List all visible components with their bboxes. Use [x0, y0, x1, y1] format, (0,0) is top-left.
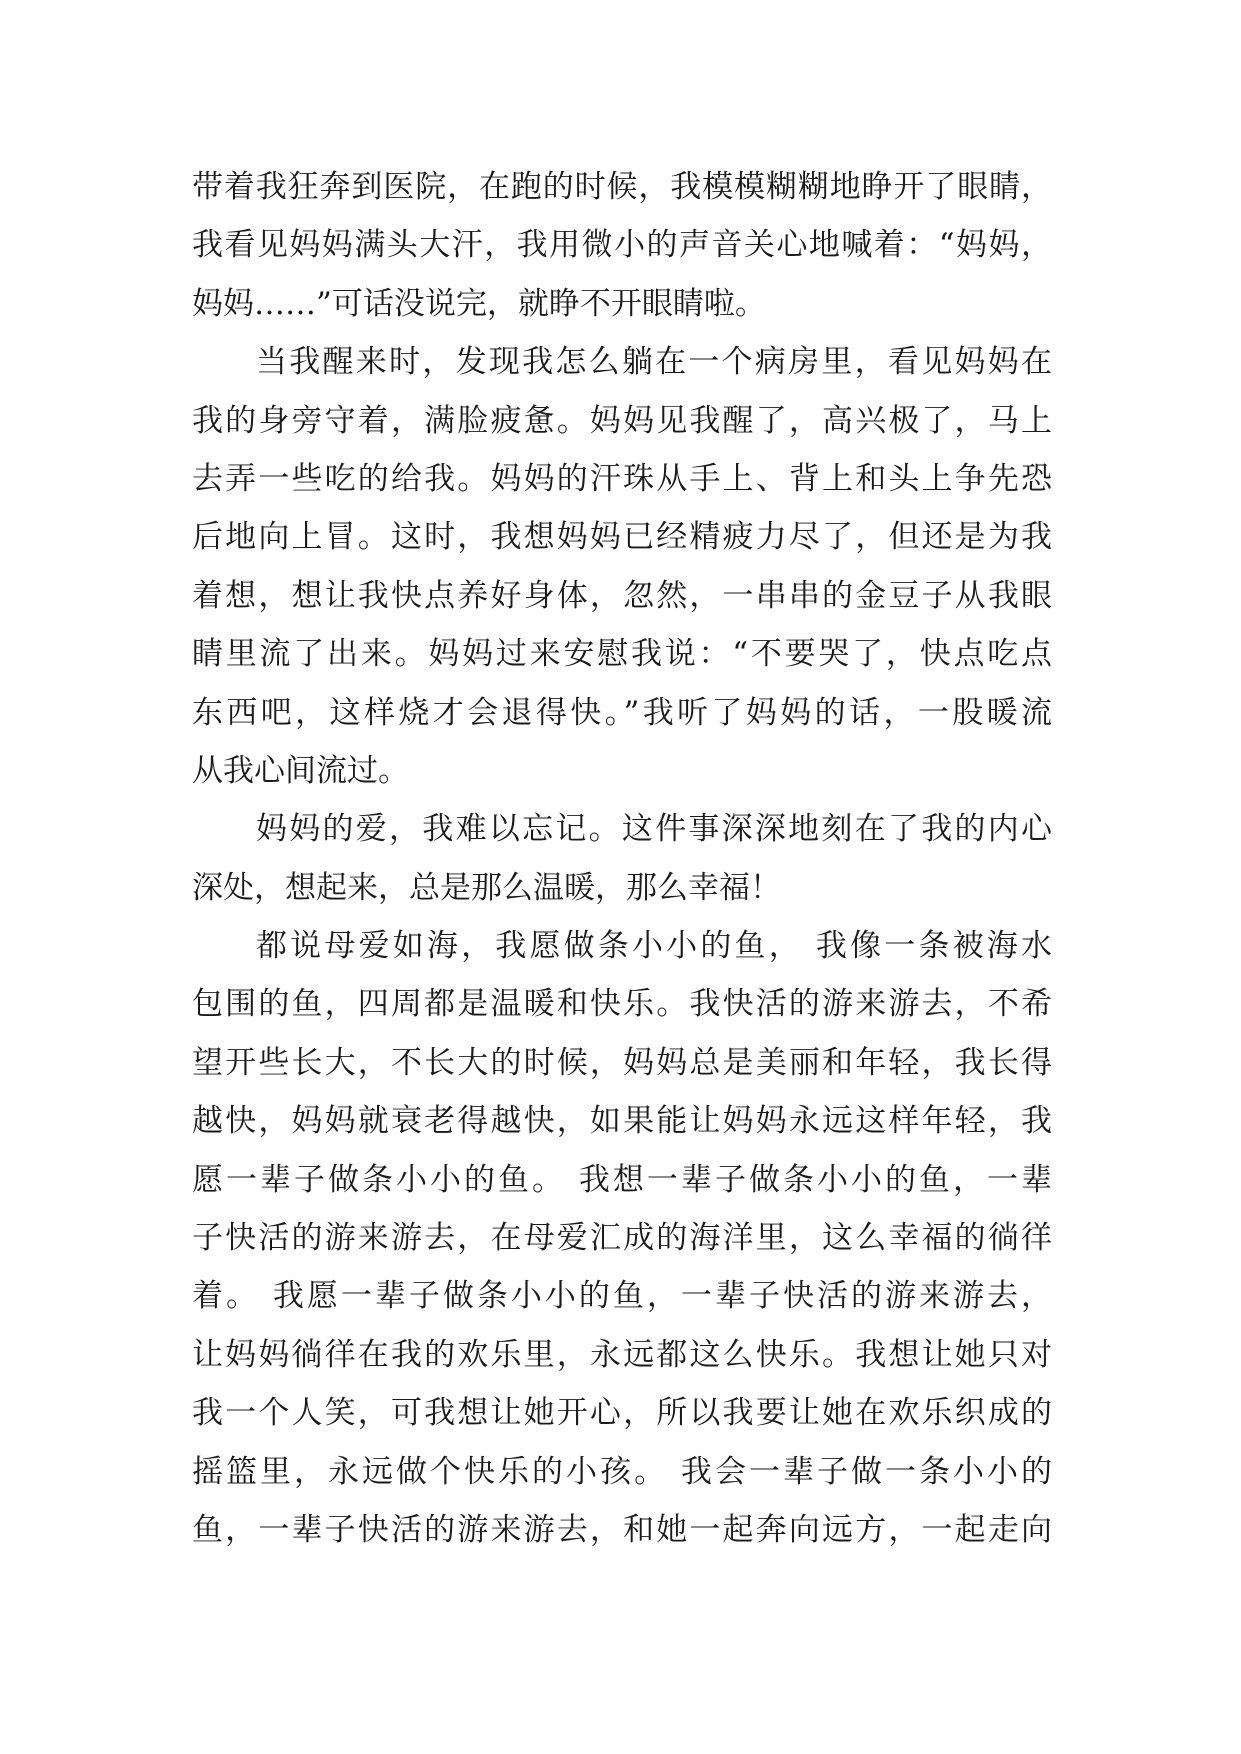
- text-line: 东西吧，这样烧才会退得快。”我听了妈妈的话，一股暖流: [192, 694, 1052, 731]
- text-line: 让妈妈徜徉在我的欢乐里，永远都这么快乐。我想让她只对: [192, 1336, 1052, 1373]
- text-line: 我看见妈妈满头大汗，我用微小的声音关心地喊着：“妈妈，: [192, 227, 1052, 264]
- text-line: 鱼，一辈子快活的游来游去，和她一起奔向远方，一起走向: [192, 1511, 1052, 1548]
- text-line: 去弄一些吃的给我。妈妈的汗珠从手上、背上和头上争先恐: [192, 460, 1052, 497]
- text-line: 我的身旁守着，满脸疲惫。妈妈见我醒了，高兴极了，马上: [192, 402, 1052, 439]
- text-line: 越快，妈妈就衰老得越快，如果能让妈妈永远这样年轻，我: [192, 1103, 1052, 1140]
- text-line: 后地向上冒。这时，我想妈妈已经精疲力尽了，但还是为我: [192, 519, 1052, 556]
- text-line: 着想，想让我快点养好身体，忽然，一串串的金豆子从我眼: [192, 577, 1052, 614]
- text-line: 着。 我愿一辈子做条小小的鱼，一辈子快活的游来游去，: [192, 1278, 1052, 1315]
- paragraph-start-line: 都说母爱如海，我愿做条小小的鱼， 我像一条被海水: [256, 928, 1052, 965]
- paragraph-start-line: 当我醒来时，发现我怎么躺在一个病房里，看见妈妈在: [256, 344, 1052, 381]
- text-line: 摇篮里，永远做个快乐的小孩。 我会一辈子做一条小小的: [192, 1453, 1052, 1490]
- text-line: 妈妈……”可话没说完，就睁不开眼睛啦。: [192, 285, 766, 322]
- paragraph-start-line: 妈妈的爱，我难以忘记。这件事深深地刻在了我的内心: [256, 811, 1052, 848]
- essay-text: [192, 158, 1052, 1559]
- text-line: 望开些长大，不长大的时候，妈妈总是美丽和年轻，我长得: [192, 1044, 1052, 1081]
- text-line: 子快活的游来游去，在母爱汇成的海洋里，这么幸福的徜徉: [192, 1220, 1052, 1257]
- text-line: 带着我狂奔到医院，在跑的时候，我模模糊糊地睁开了眼睛，: [192, 169, 1052, 205]
- text-line: 从我心间流过。: [192, 752, 409, 789]
- text-line: 包围的鱼，四周都是温暖和快乐。我快活的游来游去，不希: [192, 986, 1052, 1023]
- text-line: 愿一辈子做条小小的鱼。 我想一辈子做条小小的鱼，一辈: [192, 1161, 1052, 1198]
- text-line: 深处，想起来，总是那么温暖，那么幸福！: [192, 869, 781, 906]
- text-line: 睛里流了出来。妈妈过来安慰我说：“不要哭了，快点吃点: [192, 636, 1052, 673]
- text-line: 我一个人笑，可我想让她开心，所以我要让她在欢乐织成的: [192, 1395, 1052, 1432]
